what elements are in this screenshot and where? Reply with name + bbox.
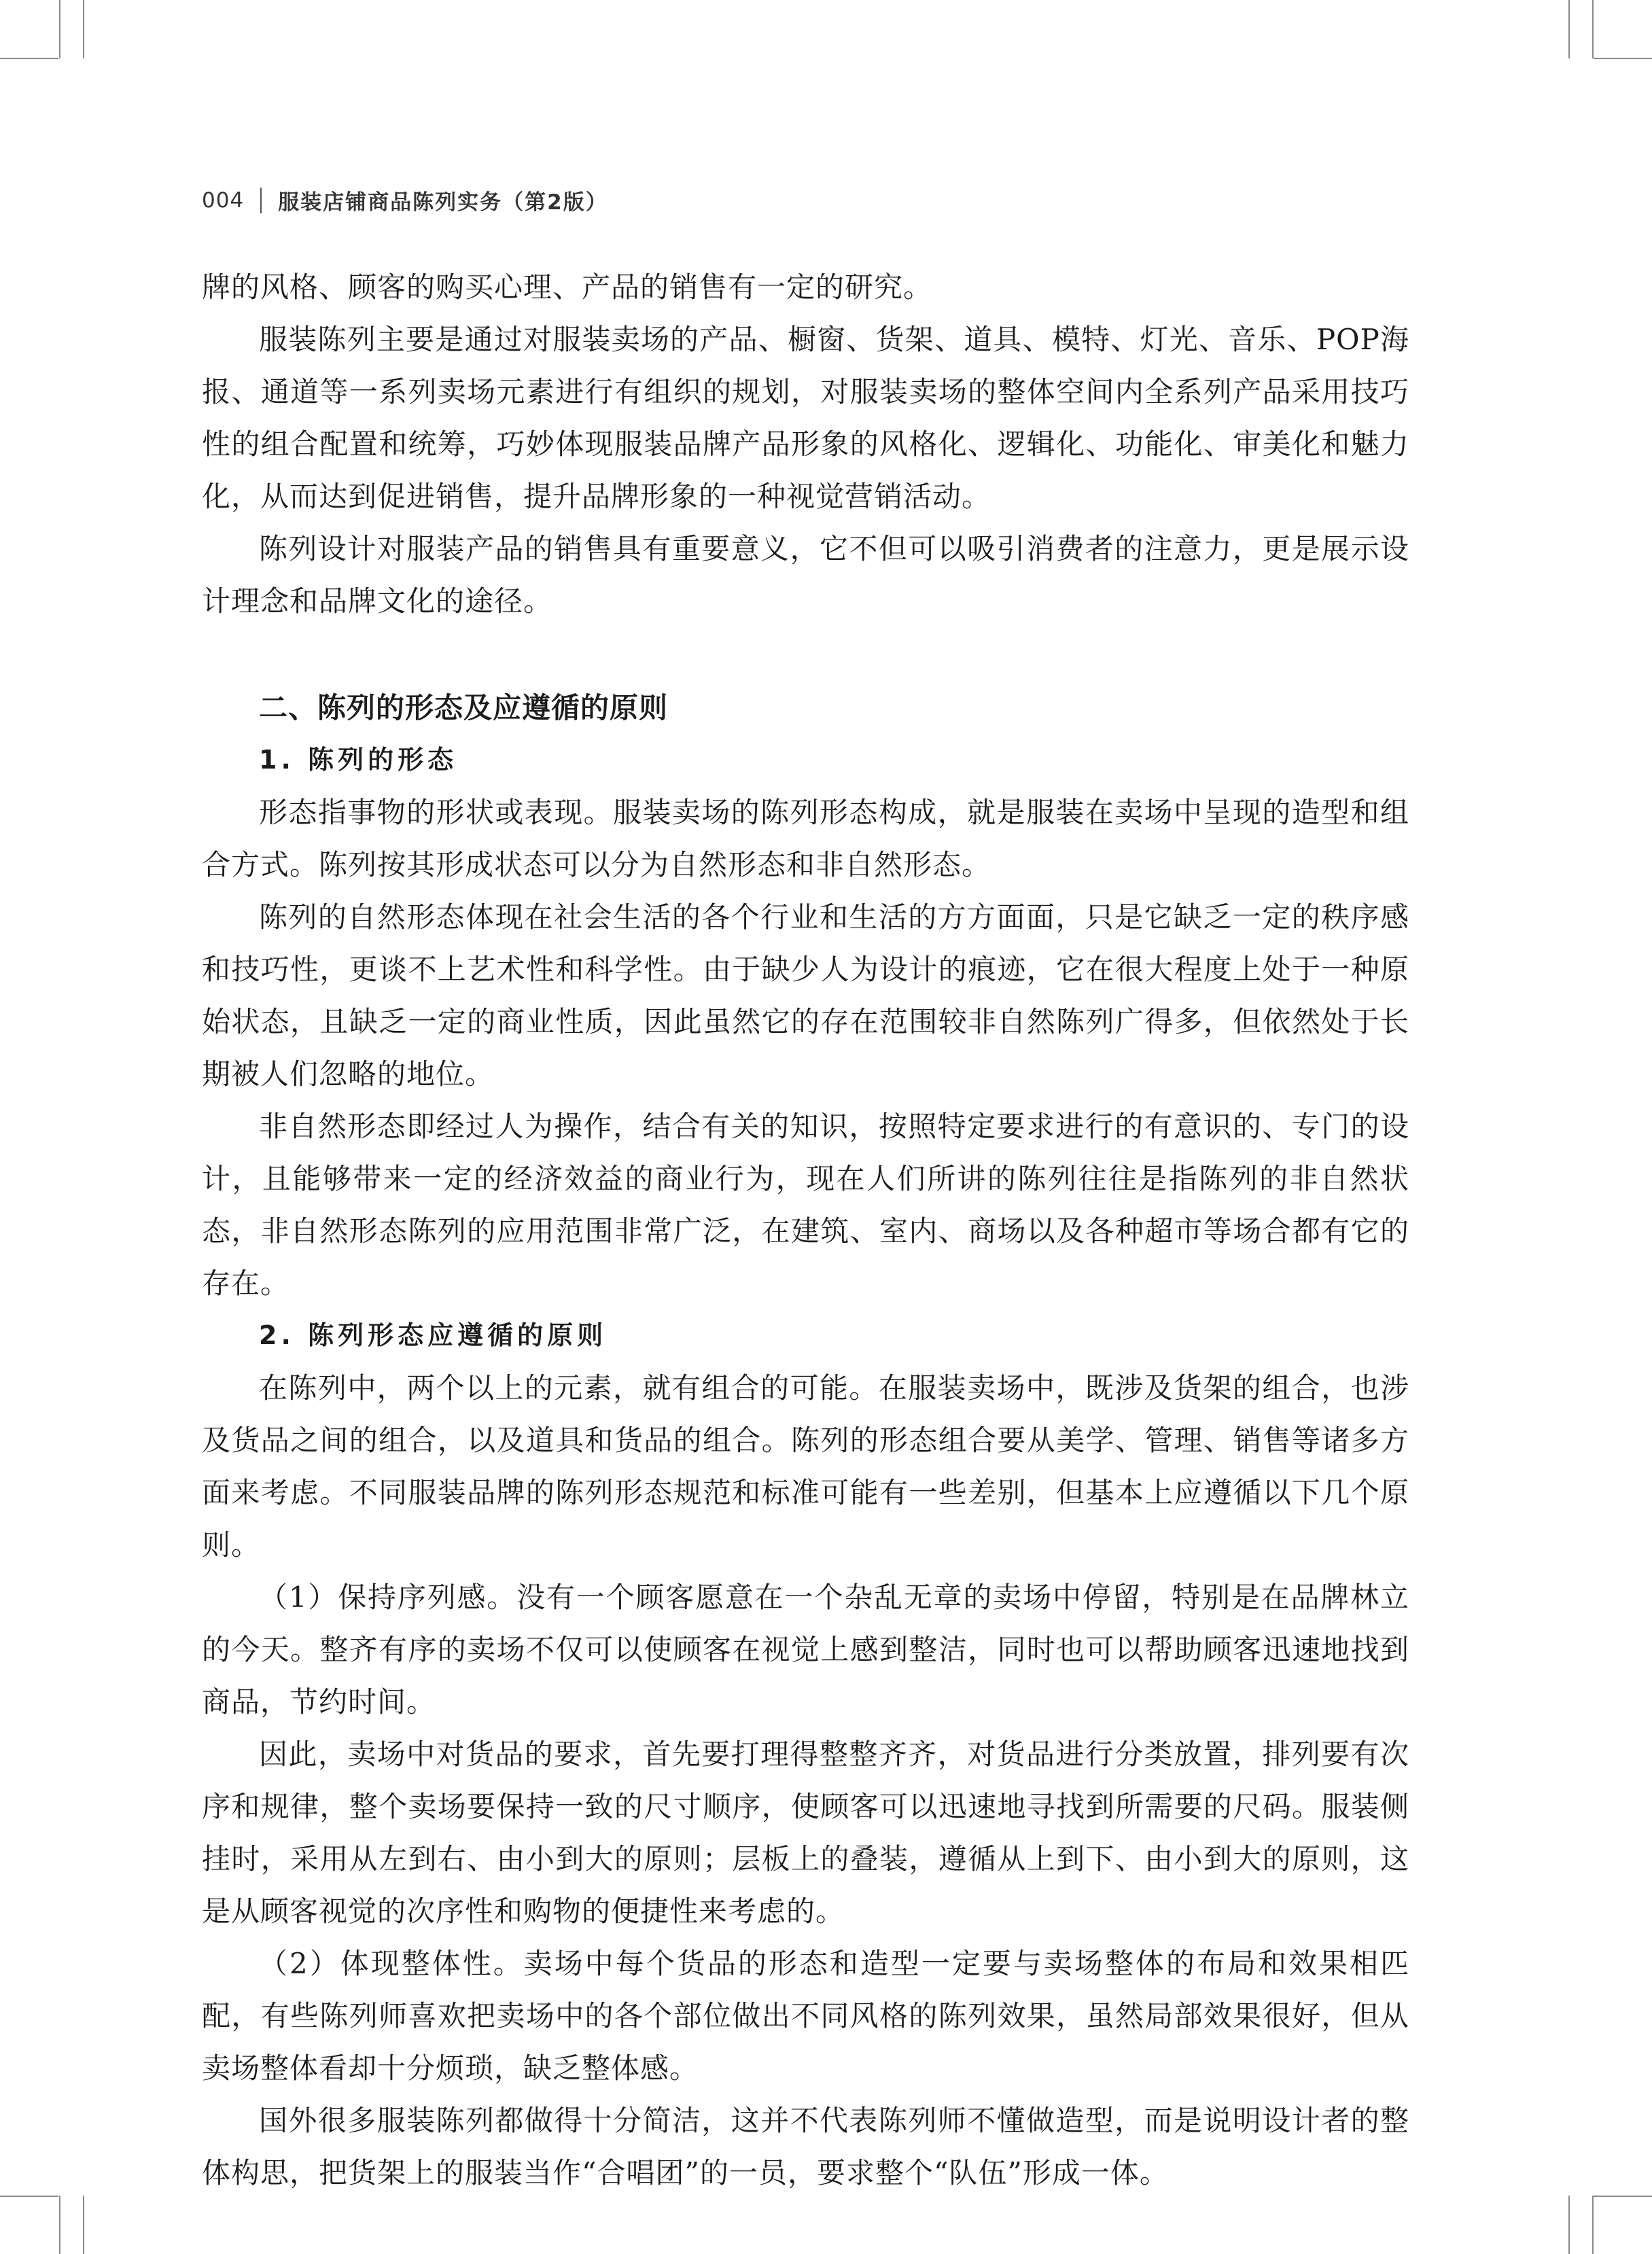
section-heading: 二、陈列的形态及应遵循的原则 [259, 691, 669, 724]
crop-mark-top-right-vertical-inner [1592, 0, 1594, 58]
crop-mark-top-right-horizontal [1594, 58, 1652, 59]
paragraph: 牌的风格、顾客的购买心理、产品的销售有一定的研究。 [202, 270, 933, 304]
running-head-divider [260, 188, 262, 213]
subsection-heading-1: 1. 陈列的形态 [259, 745, 458, 775]
crop-mark-bottom-right-horizontal [1594, 2196, 1652, 2197]
paragraph: 陈列设计对服装产品的销售具有重要意义，它不但可以吸引消费者的注意力，更是展示设计理念和品牌文化的途径。 [202, 532, 1409, 618]
crop-mark-bottom-left-vertical-inner [83, 2196, 84, 2254]
crop-mark-top-left-vertical [59, 0, 60, 58]
paragraph: （1）保持序列感。没有一个顾客愿意在一个杂乱无章的卖场中停留，特别是在品牌林立的今天。整齐有序的卖场不仅可以使顾客在视觉上感到整洁，同时也可以帮助顾客迅速地找到商品，节约时间。 [202, 1581, 1409, 1719]
paragraph: 因此，卖场中对货品的要求，首先要打理得整整齐齐，对货品进行分类放置，排列要有次序和规律，整个卖场要保持一致的尺寸顺序，使顾客可以迅速地寻找到所需要的尺码。服装侧挂时，采用从左到右、由小到大的原则；层板上的叠装，遵循从上到下、由小到大的原则，这是从顾客视觉的次序性和购物的便捷性来考虑的。 [202, 1738, 1409, 1928]
paragraph: 形态指事物的形状或表现。服装卖场的陈列形态构成，就是服装在卖场中呈现的造型和组合方式。陈列按其形成状态可以分为自然形态和非自然形态。 [202, 796, 1409, 881]
subsection-heading-2: 2. 陈列形态应遵循的原则 [259, 1320, 608, 1350]
paragraph: 服装陈列主要是通过对服装卖场的产品、橱窗、货架、道具、模特、灯光、音乐、POP海报、通道等一系列卖场元素进行有组织的规划，对服装卖场的整体空间内全系列产品采用技巧性的组合配置和统筹，巧妙体现服装品牌产品形象的风格化、逻辑化、功能化、审美化和魅力化，从而达到促进销售，提升品牌形象的一种视觉营销活动。 [202, 323, 1409, 513]
book-title: 服装店铺商品陈列实务（第2版） [278, 190, 608, 215]
running-head [202, 185, 608, 215]
page-body [202, 261, 1409, 2199]
paragraph: （2）体现整体性。卖场中每个货品的形态和造型一定要与卖场整体的布局和效果相匹配，有些陈列师喜欢把卖场中的各个部位做出不同风格的陈列效果，虽然局部效果很好，但从卖场整体看却十分烦琐，缺乏整体感。 [202, 1947, 1409, 2085]
crop-mark-bottom-right-vertical [1568, 2196, 1570, 2254]
crop-mark-top-left-vertical-inner [83, 0, 84, 58]
crop-mark-bottom-left-vertical [59, 2196, 60, 2254]
crop-mark-top-right-vertical [1568, 0, 1570, 58]
paragraph: 陈列的自然形态体现在社会生活的各个行业和生活的方方面面，只是它缺乏一定的秩序感和技巧性，更谈不上艺术性和科学性。由于缺少人为设计的痕迹，它在很大程度上处于一种原始状态，且缺乏一定的商业性质，因此虽然它的存在范围较非自然陈列广得多，但依然处于长期被人们忽略的地位。 [202, 900, 1409, 1091]
paragraph: 非自然形态即经过人为操作，结合有关的知识，按照特定要求进行的有意识的、专门的设计，且能够带来一定的经济效益的商业行为，现在人们所讲的陈列往往是指陈列的非自然状态，非自然形态陈列的应用范围非常广泛，在建筑、室内、商场以及各种超市等场合都有它的存在。 [202, 1110, 1409, 1300]
paragraph: 国外很多服装陈列都做得十分简洁，这并不代表陈列师不懂做造型，而是说明设计者的整体构思，把货架上的服装当作“合唱团”的一员，要求整个“队伍”形成一体。 [202, 2104, 1409, 2189]
crop-mark-top-left-horizontal [0, 58, 58, 59]
crop-mark-bottom-right-vertical-inner [1592, 2196, 1594, 2254]
paragraph: 在陈列中，两个以上的元素，就有组合的可能。在服装卖场中，既涉及货架的组合，也涉及货品之间的组合，以及道具和货品的组合。陈列的形态组合要从美学、管理、销售等诸多方面来考虑。不同服装品牌的陈列形态规范和标准可能有一些差别，但基本上应遵循以下几个原则。 [202, 1371, 1409, 1562]
page-number: 004 [202, 188, 245, 213]
crop-mark-bottom-left-horizontal [0, 2196, 58, 2197]
